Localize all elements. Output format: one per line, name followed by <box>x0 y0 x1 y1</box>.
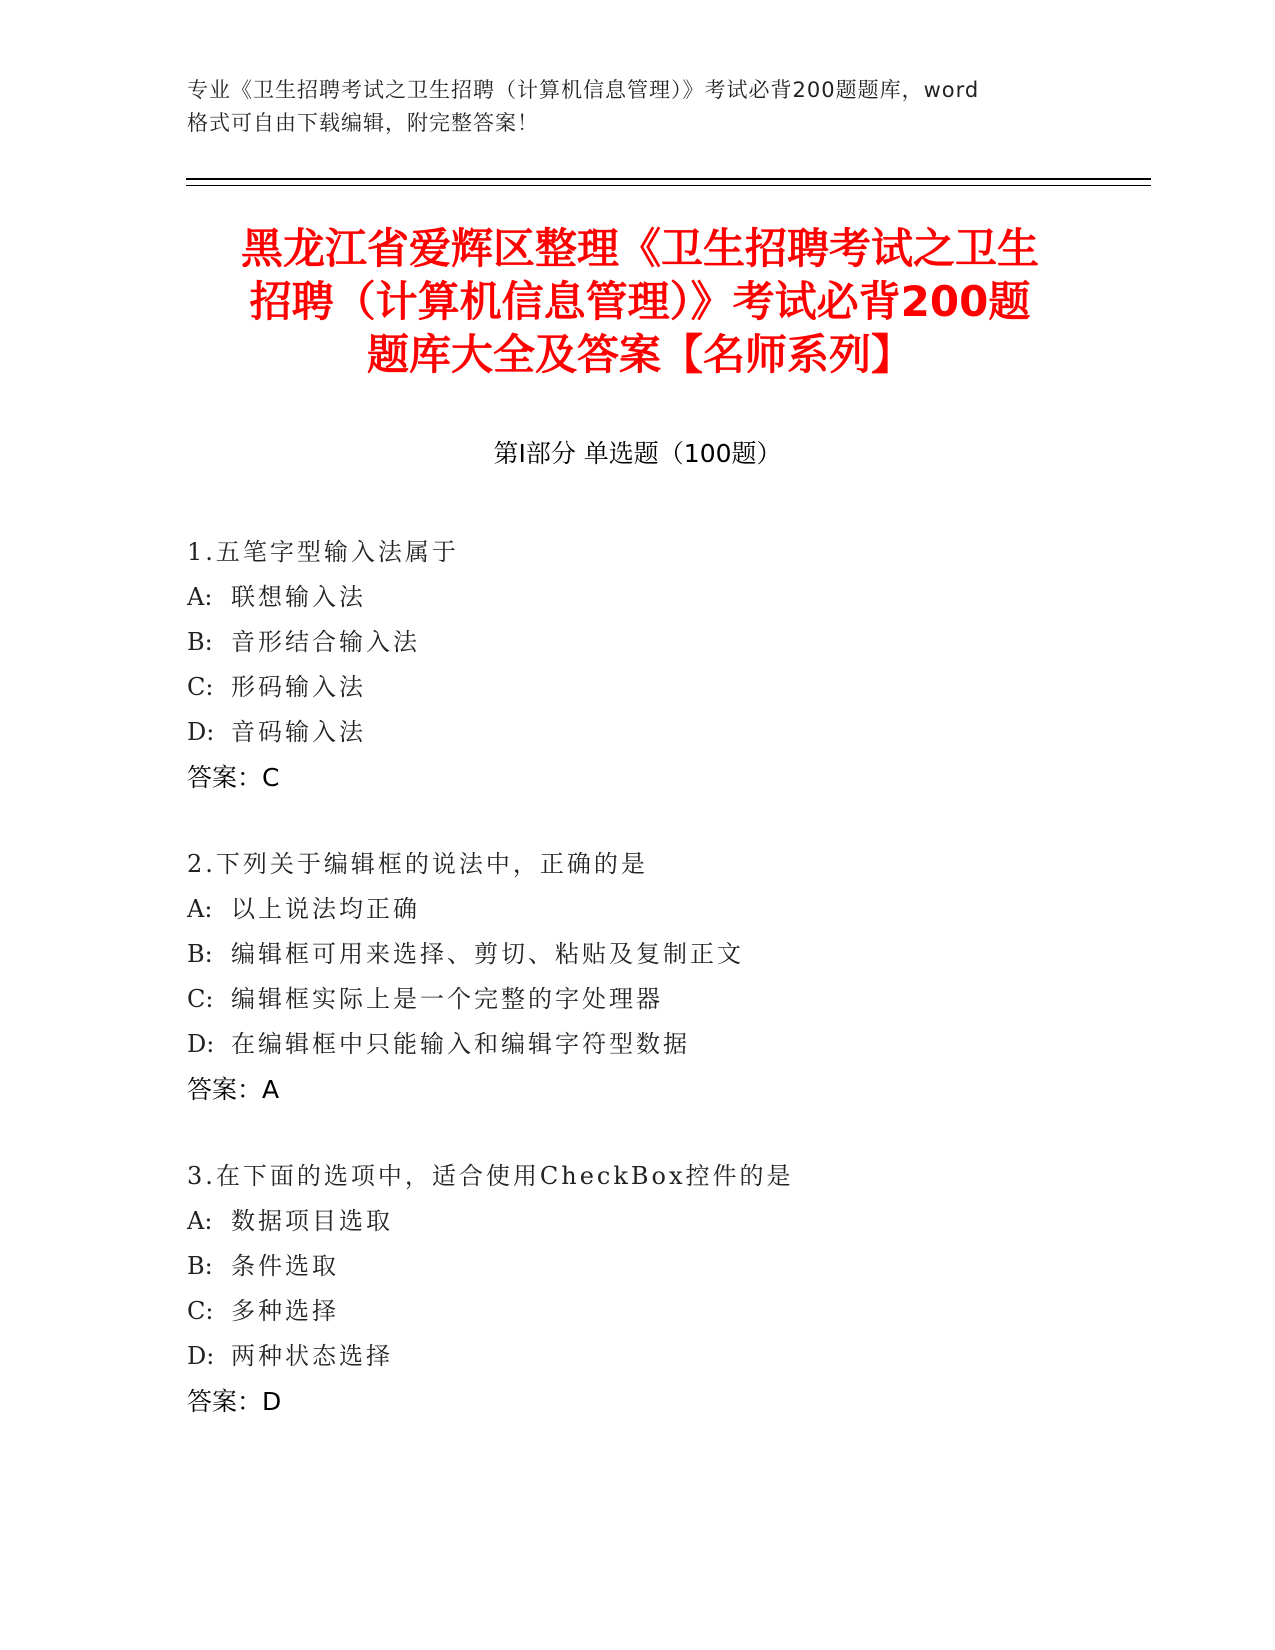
document-title-line-1: 黑龙江省爱辉区整理《卫生招聘考试之卫生 <box>240 224 1039 273</box>
option-text: 数据项目选取 <box>231 1207 393 1235</box>
option-text: 条件选取 <box>231 1252 339 1280</box>
answer-line: 答案：A <box>187 1075 280 1104</box>
question-stem: 1.五笔字型输入法属于 <box>187 538 459 566</box>
header-note-line-1: 专业《卫生招聘考试之卫生招聘（计算机信息管理）》考试必背200题题库，word <box>187 78 980 102</box>
option-b <box>187 1244 1107 1289</box>
document-title-line-3: 题库大全及答案【名师系列】 <box>366 330 913 379</box>
answer-line: 答案：D <box>187 1387 282 1416</box>
answer-line: 答案：C <box>187 763 280 792</box>
option-b <box>187 620 1107 665</box>
option-d <box>187 710 1107 755</box>
option-text: 音形结合输入法 <box>231 628 420 656</box>
option-key: D: <box>187 1342 215 1370</box>
option-text: 两种状态选择 <box>231 1342 393 1370</box>
option-a <box>187 1199 1107 1244</box>
option-a <box>187 575 1107 620</box>
option-a <box>187 887 1107 932</box>
option-b <box>187 932 1107 977</box>
option-d <box>187 1334 1107 1379</box>
option-text: 编辑框可用来选择、剪切、粘贴及复制正文 <box>231 940 744 968</box>
option-key: C: <box>187 985 214 1013</box>
option-key: A: <box>187 1207 213 1235</box>
option-key: B: <box>187 940 213 968</box>
option-key: A: <box>187 583 213 611</box>
header-note-line-2: 格式可自由下载编辑，附完整答案！ <box>187 111 539 135</box>
option-c <box>187 665 1107 710</box>
header-rule-thin <box>186 185 1151 186</box>
header-rule-thick <box>186 178 1151 180</box>
option-key: C: <box>187 673 214 701</box>
question-stem: 3.在下面的选项中，适合使用CheckBox控件的是 <box>187 1162 794 1190</box>
option-d <box>187 1022 1107 1067</box>
option-key: C: <box>187 1297 214 1325</box>
option-c <box>187 977 1107 1022</box>
option-key: D: <box>187 718 215 746</box>
section-title: 第Ⅰ部分 单选题（100题） <box>493 439 782 468</box>
option-text: 编辑框实际上是一个完整的字处理器 <box>231 985 663 1013</box>
question-stem: 2.下列关于编辑框的说法中，正确的是 <box>187 850 648 878</box>
option-c <box>187 1289 1107 1334</box>
document-title-line-2: 招聘（计算机信息管理）》考试必背200题 <box>249 277 1031 326</box>
question-list <box>187 530 1107 1466</box>
question-item <box>187 842 1107 1112</box>
option-text: 联想输入法 <box>231 583 366 611</box>
option-key: D: <box>187 1030 215 1058</box>
document-title <box>180 222 1100 381</box>
question-item <box>187 530 1107 800</box>
option-key: B: <box>187 628 213 656</box>
option-key: A: <box>187 895 213 923</box>
question-item <box>187 1154 1107 1424</box>
option-text: 多种选择 <box>231 1297 339 1325</box>
option-text: 在编辑框中只能输入和编辑字符型数据 <box>231 1030 690 1058</box>
header-note <box>187 74 1087 140</box>
option-text: 音码输入法 <box>231 718 366 746</box>
option-text: 以上说法均正确 <box>231 895 420 923</box>
option-key: B: <box>187 1252 213 1280</box>
option-text: 形码输入法 <box>231 673 366 701</box>
